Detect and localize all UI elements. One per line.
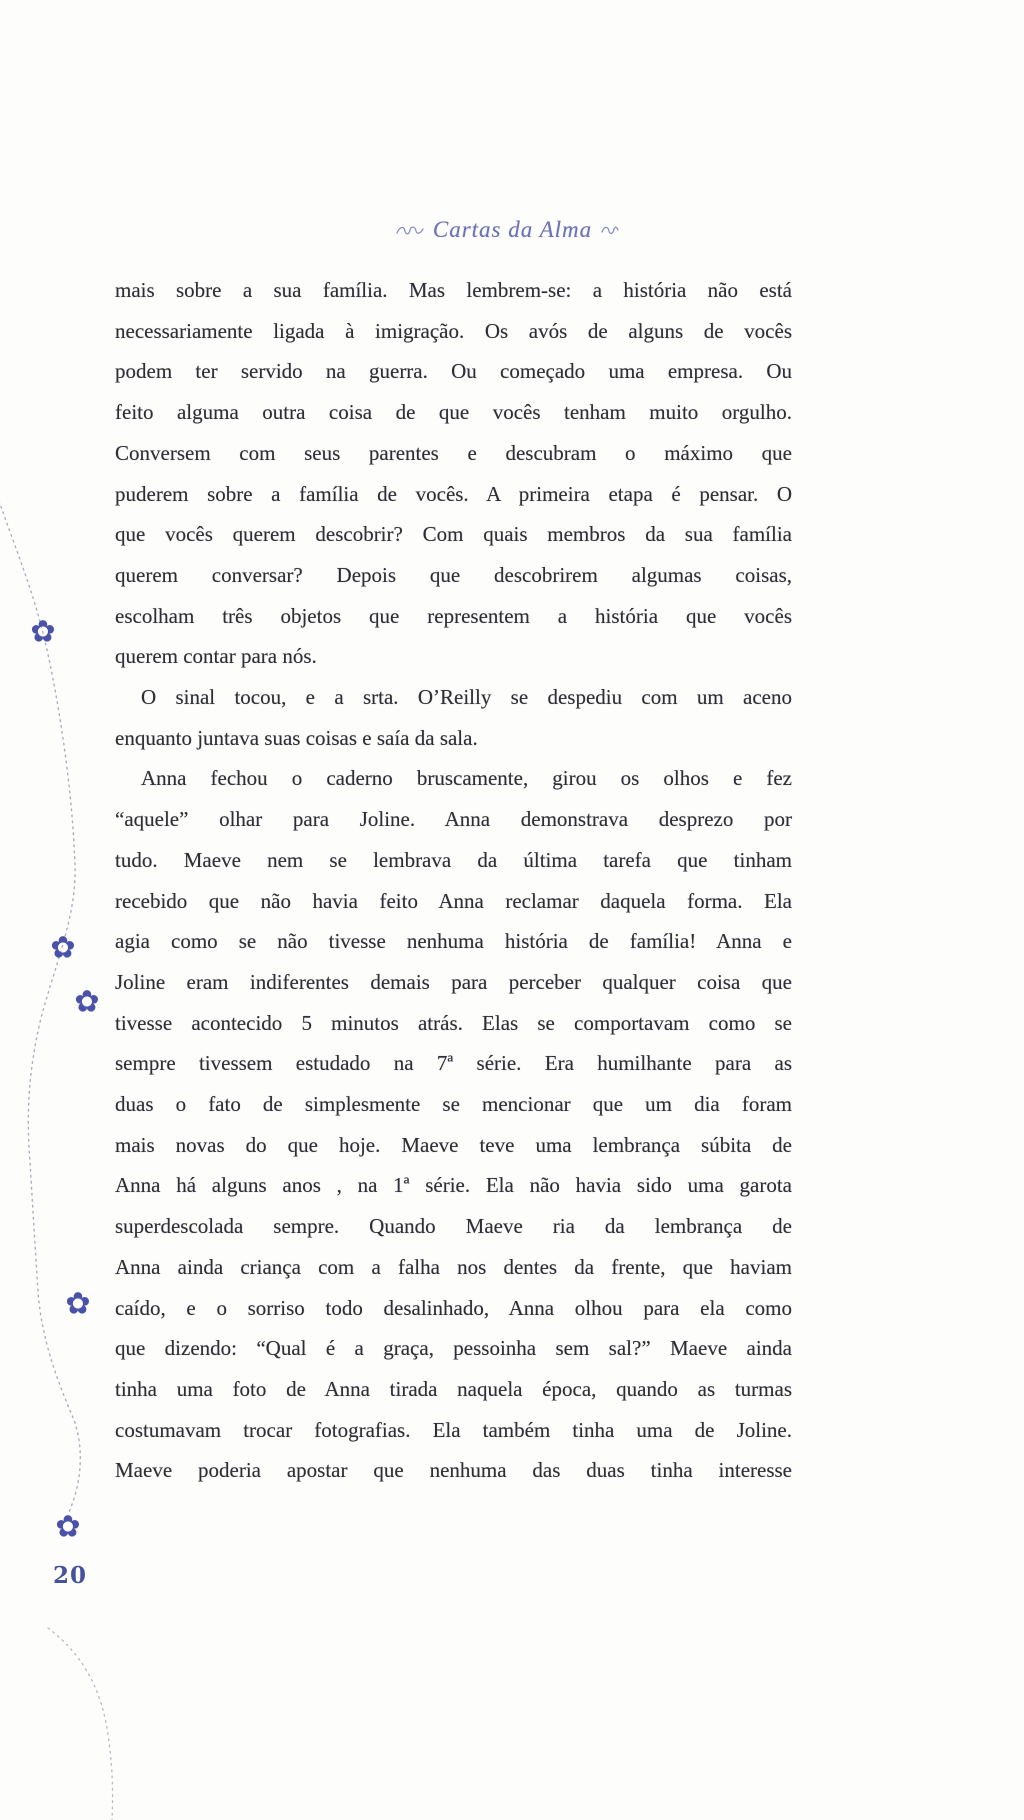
header-left-flourish-icon <box>396 223 424 237</box>
text-line: caído, e o sorriso todo desalinhado, Anna olhou para ela como <box>115 1295 792 1320</box>
text-line: duas o fato de simplesmente se mencionar que um dia foram <box>115 1092 792 1117</box>
text-line: tudo. Maeve nem se lembrava da última tarefa que tinham <box>115 847 792 872</box>
flower-icon: ✿ <box>55 1509 81 1545</box>
text-line: podem ter servido na guerra. Ou começado uma empresa. Ou <box>115 359 792 384</box>
text-line: costumavam trocar fotografias. Ela também tinha uma de Joline. <box>115 1417 792 1442</box>
flower-icon: ✿ <box>74 984 100 1020</box>
text-line: mais novas do que hoje. Maeve teve uma lembrança súbita de <box>115 1132 792 1157</box>
flower-icon: ✿ <box>50 930 76 966</box>
text-line: agia como se não tivesse nenhuma história de família! Anna e <box>115 929 792 954</box>
text-line: Anna fechou o caderno bruscamente, girou os olhos e fez <box>141 766 792 791</box>
text-line: mais sobre a sua família. Mas lembrem-se: a história não está <box>115 278 792 302</box>
text-line: puderem sobre a família de vocês. A primeira etapa é pensar. O <box>115 481 792 506</box>
text-line: querem conversar? Depois que descobrirem algumas coisas, <box>115 562 792 587</box>
page-text <box>115 270 792 1491</box>
text-line: necessariamente ligada à imigração. Os avós de alguns de vocês <box>115 318 792 343</box>
text-line: Anna há alguns anos , na 1ª série. Ela não havia sido uma garota <box>115 1173 792 1198</box>
text-line: que dizendo: “Qual é a graça, pessoinha sem sal?” Maeve ainda <box>115 1336 792 1361</box>
text-line: Joline eram indiferentes demais para perceber qualquer coisa que <box>115 969 792 994</box>
flower-icon: ✿ <box>65 1286 91 1322</box>
text-line: “aquele” olhar para Joline. Anna demonstrava desprezo por <box>115 807 792 832</box>
text-line: Anna ainda criança com a falha nos dentes da frente, que haviam <box>115 1254 792 1279</box>
flower-icon: ✿ <box>30 614 56 650</box>
text-line: feito alguma outra coisa de que vocês tenham muito orgulho. <box>115 400 792 425</box>
running-header <box>400 212 615 248</box>
book-title: Cartas da Alma <box>432 217 593 242</box>
text-line: O sinal tocou, e a srta. O’Reilly se despediu com um aceno <box>141 685 792 710</box>
text-line: tivesse acontecido 5 minutos atrás. Elas se comportavam como se <box>115 1010 792 1035</box>
text-line: superdescolada sempre. Quando Maeve ria da lembrança de <box>115 1214 792 1239</box>
text-line: sempre tivessem estudado na 7ª série. Era humilhante para as <box>115 1051 792 1076</box>
text-line: escolham três objetos que representem a história que vocês <box>115 603 792 628</box>
header-right-flourish-icon <box>601 223 619 237</box>
text-line: recebido que não havia feito Anna reclamar daquela forma. Ela <box>115 888 792 913</box>
text-line: Conversem com seus parentes e descubram o máximo que <box>115 440 792 465</box>
text-line: que vocês querem descobrir? Com quais membros da sua família <box>115 522 792 547</box>
text-line: tinha uma foto de Anna tirada naquela época, quando as turmas <box>115 1376 792 1401</box>
page-number: 20 <box>52 1562 87 1589</box>
text-line: Maeve poderia apostar que nenhuma das duas tinha interesse <box>115 1458 792 1483</box>
text-line: enquanto juntava suas coisas e saía da sala. <box>115 725 478 750</box>
text-line: querem contar para nós. <box>115 644 317 669</box>
